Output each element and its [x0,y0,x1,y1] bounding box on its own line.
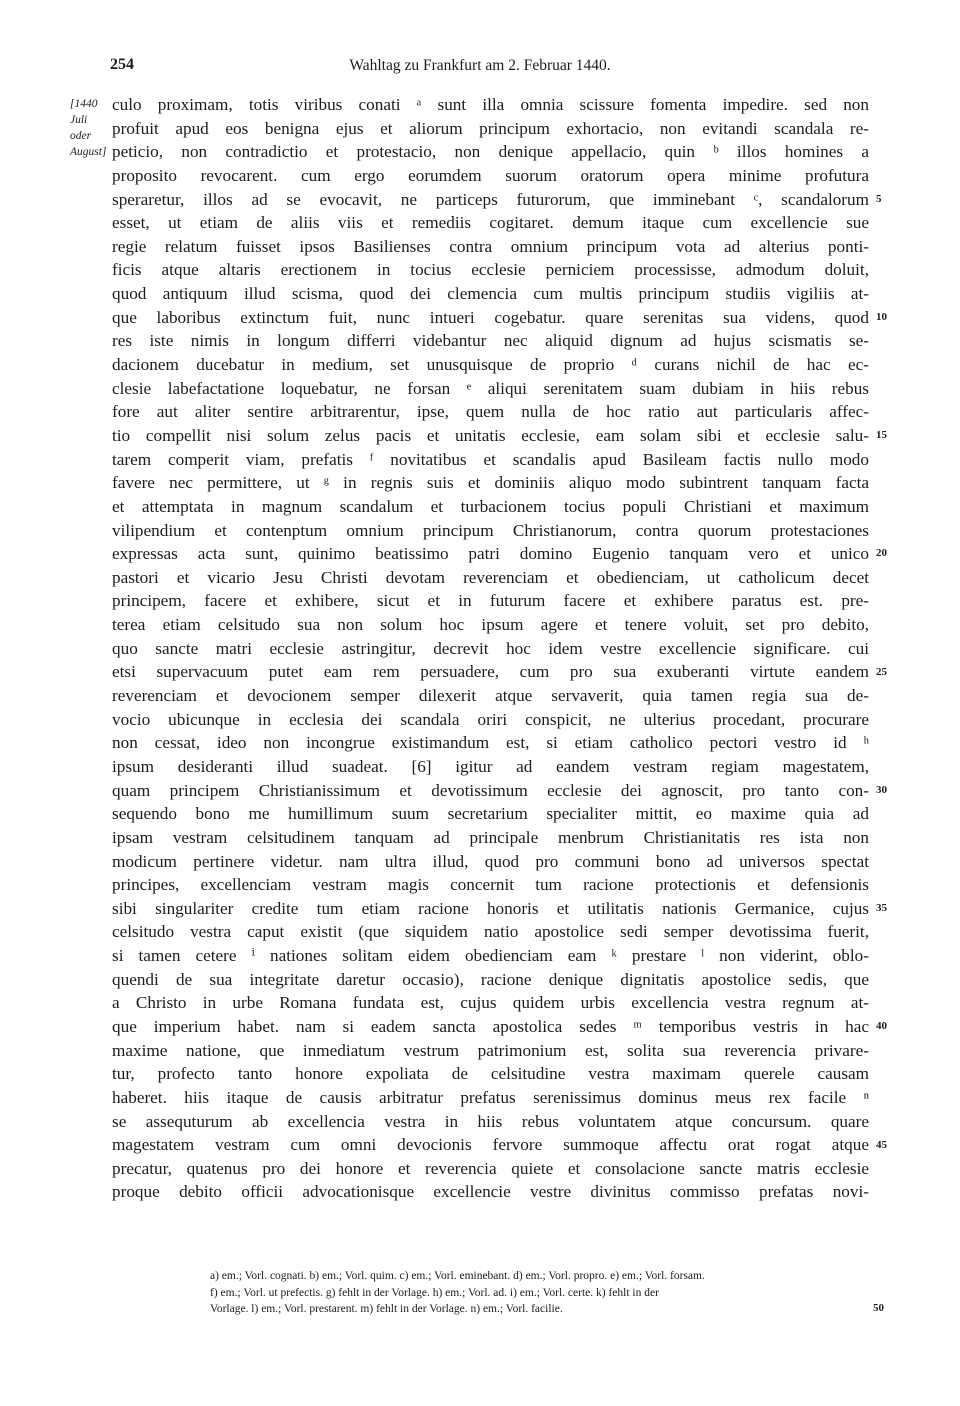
text-line: principem, facere et exhibere, sicut et in futurum facere et exhibere paratus est. pre- [112,591,869,611]
margin-date-line: Juli [70,114,88,126]
line-number: 30 [876,783,887,796]
text-line: terea etiam celsitudo sua non solum hoc ipsum agere et tenere voluit, set pro debito, [112,615,869,635]
text-line: peticio, non contradictio et protestacio, non denique appellacio, quin ᵇ illos homines a [112,142,869,162]
text-line: culo proximam, totis viribus conati ᵃ sunt illa omnia scissure fomenta impedire. sed non [112,95,869,114]
line-number: 5 [876,192,882,205]
footnote-line-number: 50 [873,1302,884,1314]
text-line: ficis atque altaris erectionem in tocius ecclesie perniciem processisse, admodum doluit, [112,260,869,280]
text-line: res iste nimis in longum differri videbantur nec aliquid dignum ad hujus scismatis se- [112,331,869,351]
text-line: non cessat, ideo non incongrue existimandum est, si etiam catholico pectori vestro id ʰ [112,733,869,753]
text-line: dacionem ducebatur in medium, set unusquisque de proprio ᵈ curans nichil de hac ec- [112,355,869,375]
footnote-line: f) em.; Vorl. ut prefectis. g) fehlt in der Vorlage. h) em.; Vorl. ad. i) em.; Vorl. certe. k) fehlt in der [210,1286,659,1299]
text-line: se assequturum ab excellencia vestra in hiis rebus voluntatem atque concursum. quare [112,1111,869,1131]
text-line: vocio ubicunque in ecclesia dei scandala oriri conspicit, ne ulterius procedant, procurare [112,709,869,729]
running-head: Wahltag zu Frankfurt am 2. Februar 1440. [349,57,611,74]
text-line: pastori et vicario Jesu Christi devotam reverenciam et obedienciam, ut catholicum decet [112,567,869,587]
text-line: vilipendium et contenptum omnium principum Christianorum, contra quorum protestaciones [112,520,869,540]
footnote-line: Vorlage. l) em.; Vorl. prestarent. m) fehlt in der Vorlage. n) em.; Vorl. facilie. [210,1303,563,1315]
text-line: expressas acta sunt, quinimo beatissimo patri domino Eugenio tanquam vero et unico [112,544,869,564]
text-line: modicum pertinere videtur. nam ultra illud, quod pro communi bono ad universos spectat [112,851,869,871]
text-line: quendi de sua integritate daretur occasio), racione denique dignitatis apostolice sedis, que [112,969,869,989]
margin-date-note [70,96,118,160]
footnote-line: a) em.; Vorl. cognati. b) em.; Vorl. quim. c) em.; Vorl. eminebant. d) em.; Vorl. propro. e) em.; Vorl. forsam. [210,1270,705,1282]
line-number: 15 [876,429,887,442]
text-line: regie relatum fuisset ipsos Basilienses contra omnium principum vota ad alterius ponti- [112,236,869,256]
footnotes [210,1268,870,1318]
page-number: 254 [110,56,134,73]
text-line: magestatem vestram cum omni devocionis fervore summoque affectu orat rogat atque [112,1135,869,1155]
text-line: que imperium habet. nam si eadem sancta apostolica sedes ᵐ temporibus vestris in hac [112,1016,869,1036]
text-line: profuit apud eos benigna ejus et aliorum principum exhortacio, non evitandi scandala re- [112,118,869,138]
line-number: 20 [876,547,887,560]
margin-date-line: August] [70,146,107,158]
body-text [112,93,869,1204]
text-line: et attemptata in magnum scandalum et turbacionem tocius populi Christiani et maximum [112,496,869,516]
margin-date-line: oder [70,130,92,142]
text-line: ipsum desideranti illud suadeat. [6] igitur ad eandem vestram regiam magestatem, [112,756,869,776]
text-line: principes, excellenciam vestram magis concernit tum racione protectionis et defensionis [112,875,869,895]
text-line: si tamen cetere ⁱ nationes solitam eidem obedienciam eam ᵏ prestare ˡ non viderint, oblo- [112,946,869,966]
text-line: sequendo bono me humillimum suum secretarium specialiter mittit, eo maxime quia ad [112,804,869,824]
text-line: celsitudo vestra caput existit (que siquidem natio apostolice sedi semper devotissima fuerit, [112,922,869,942]
line-number: 40 [876,1020,887,1033]
text-line: tur, profecto tanto honore expoliata de celsitudine vestra maximam querele causam [112,1064,869,1084]
text-line: quam principem Christianissimum et devotissimum ecclesie dei agnoscit, pro tanto con- [112,780,869,800]
text-line: reverenciam et devocionem semper dilexerit atque servaverit, quia tamen regia sua de- [112,686,869,706]
text-line: tarem comperit viam, prefatis ᶠ novitatibus et scandalis apud Basileam factis nullo modo [112,449,869,469]
line-number: 35 [876,902,887,915]
text-line: a Christo in urbe Romana fundata est, cujus quidem urbis excellencia vestra regnum at- [112,993,869,1013]
line-number: 45 [876,1138,887,1151]
text-line: maxime natione, que inmediatum vestrum patrimonium est, solita sua reverencia privare- [112,1040,869,1060]
margin-date-line: [1440 [70,98,98,110]
text-line: clesie labefactatione loquebatur, ne forsan ᵉ aliqui serenitatem suam dubiam in hiis rebus [112,378,869,398]
text-line: favere nec permittere, ut ᵍ in regnis suis et dominiis aliquo modo subintrent tanquam facta [112,473,869,493]
text-line: que laboribus extinctum fuit, nunc intueri cogebatur. quare serenitas sua videns, quod [112,307,869,327]
text-line: quo sancte matri ecclesie astringitur, decrevit hoc idem vestre excellencie significare. cui [112,638,869,658]
text-line: precatur, quatenus pro dei honore et reverencia quiete et consolacione sancte matris ecclesie [112,1158,869,1178]
text-line: tio compellit nisi solum zelus pacis et unitatis ecclesie, eam solam sibi et ecclesie salu- [112,425,869,445]
text-line: ipsam vestram celsitudinem tanquam ad principale menbrum Christianitatis res ista non [112,827,869,847]
text-line: proposito revocarent. cum ergo eorumdem suorum oratorum opera minime profutura [112,165,869,185]
line-number: 25 [876,665,887,678]
text-line: sibi singulariter credite tum etiam racione honoris et utilitatis nationis Germanice, cujus [112,898,869,918]
text-line: etsi supervacuum putet eam rem persuadere, cum pro sua exuberanti virtute eandem [112,662,869,682]
text-line: speraretur, illos ad se evocavit, ne particeps futurorum, que imminebant ᶜ, scandalorum [112,189,869,209]
text-line: haberet. hiis itaque de causis arbitratur prefatus serenissimus dominus meus rex facile ⁿ [112,1087,869,1107]
line-number: 10 [876,310,887,323]
text-line: fore aut aliter sentire arbitrarentur, ipse, quem nulla de hoc ratio aut particularis affec- [112,402,869,422]
text-line: quod antiquum illud scisma, quod dei clemencia cum multis principum studiis vigiliis at- [112,284,869,304]
text-line: esset, ut etiam de aliis viis et remediis cogitaret. demum itaque cum excellencie sue [112,213,869,233]
text-line: proque debito officii advocationisque excellencie vestre divinitus commisso prefatas novi- [112,1182,869,1202]
